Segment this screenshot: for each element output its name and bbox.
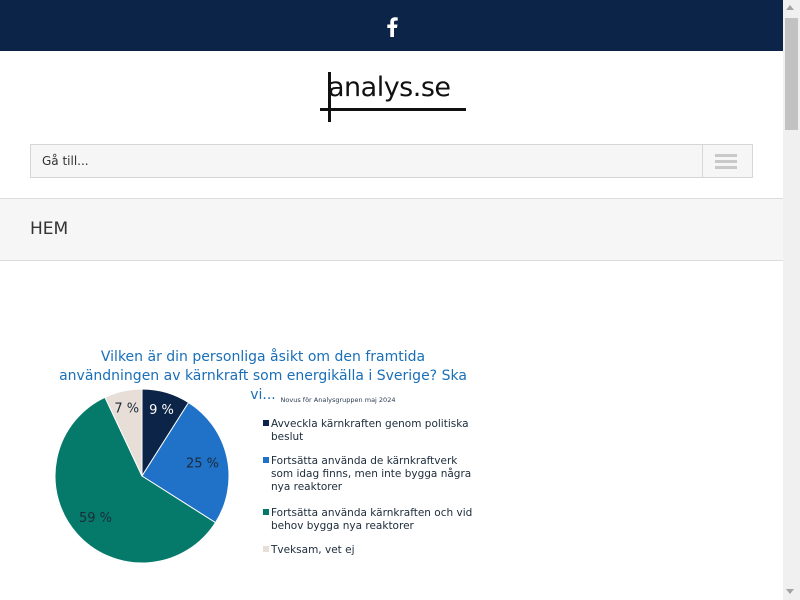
nav-divider xyxy=(702,145,703,177)
top-bar xyxy=(0,0,783,51)
legend-label: Tveksam, vet ej xyxy=(271,544,355,556)
chart-subtitle: Novus för Analysgruppen maj 2024 xyxy=(280,396,396,404)
scrollbar-thumb[interactable] xyxy=(785,18,798,130)
legend-label: Fortsätta använda de kärnkraftverk som idag finns, men inte bygga några nya reaktorer xyxy=(271,455,472,493)
page-title: HEM xyxy=(30,219,69,239)
goto-navigation[interactable] xyxy=(30,144,753,178)
hamburger-menu-icon[interactable] xyxy=(715,154,737,169)
logo-text: analys.se xyxy=(328,72,451,103)
facebook-icon[interactable] xyxy=(386,17,398,37)
scroll-down-icon[interactable] xyxy=(786,589,794,594)
legend-swatch xyxy=(263,457,269,463)
legend-swatch xyxy=(263,546,269,552)
pie-chart xyxy=(50,385,480,570)
nav-label: Gå till... xyxy=(42,154,89,168)
site-logo[interactable] xyxy=(318,72,468,124)
legend-label: Fortsätta använda kärnkraften och vid behov bygga nya reaktorer xyxy=(271,507,473,532)
legend-label: Avveckla kärnkraften genom politiska beslut xyxy=(271,418,469,443)
pie-data-label: 9 % xyxy=(149,402,174,418)
pie-data-label: 59 % xyxy=(78,511,113,527)
scroll-up-icon[interactable] xyxy=(786,5,794,10)
pie-data-label: 25 % xyxy=(185,456,220,472)
legend-swatch xyxy=(263,509,269,515)
chart-title: Vilken är din personliga åsikt om den framtida användningen av kärnkraft som energikälla i Sverige? Ska vi... xyxy=(59,349,467,403)
logo-horizontal-bar xyxy=(320,108,466,111)
pie-data-label: 7 % xyxy=(114,401,140,417)
legend-swatch xyxy=(263,420,269,426)
page-title-bar xyxy=(0,198,783,261)
